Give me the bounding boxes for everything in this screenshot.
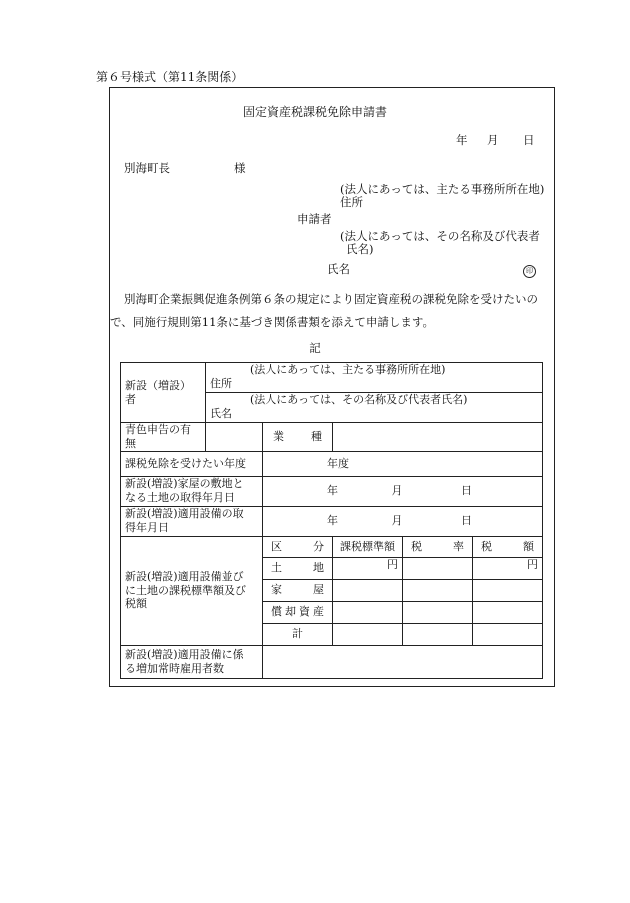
- table-row: [121, 645, 543, 678]
- house-rate-value[interactable]: [403, 579, 473, 601]
- new-establisher-label-line-1: 新設（増設）: [125, 378, 191, 392]
- land-acquisition-date[interactable]: 年 月 日: [263, 476, 543, 506]
- land-acquisition-label: 新設(増設)家屋の敷地と なる土地の取得年月日: [121, 476, 263, 506]
- new-establisher-label: [121, 363, 206, 423]
- body-text-line-2: で、同施行規則第11条に基づき関係書類を添えて申請します。: [110, 315, 434, 329]
- date-month: 月: [487, 133, 499, 147]
- employees-value[interactable]: [263, 645, 543, 678]
- applicant-address-label: 住所: [340, 195, 363, 209]
- establisher-address-note: (法人にあっては、主たる事務所所在地): [250, 363, 446, 376]
- blue-return-value[interactable]: [206, 423, 263, 452]
- employees-label: 新設(増設)適用設備に係 る増加常時雇用者数: [121, 645, 263, 678]
- depreciable-rate-value[interactable]: [403, 601, 473, 623]
- table-row: [121, 423, 543, 452]
- total-rate-value[interactable]: [403, 623, 473, 645]
- total-standard-value[interactable]: [333, 623, 403, 645]
- table-row: [121, 536, 543, 557]
- form-title: 固定資産税課税免除申請書: [242, 105, 387, 119]
- equipment-acquisition-label: 新設(増設)適用設備の取 得年月日: [121, 506, 263, 536]
- exemption-year-unit: 年度: [327, 456, 349, 470]
- land-rate-value[interactable]: [403, 557, 473, 579]
- table-row: [121, 476, 543, 506]
- row-label-land: 土 地: [263, 557, 333, 579]
- total-tax-value[interactable]: [473, 623, 543, 645]
- row-label-depreciable: 償却資産: [263, 601, 333, 623]
- establisher-name-note: (法人にあっては、その名称及び代表者氏名): [250, 393, 468, 406]
- establisher-address-label: 住所: [210, 376, 232, 390]
- establisher-name-label: 氏名: [210, 406, 232, 420]
- applicant-address-note: (法人にあっては、主たる事務所所在地): [340, 182, 545, 196]
- addressee-honorific: 様: [234, 161, 246, 175]
- applicant-name-label: 氏名: [327, 262, 350, 276]
- blue-return-label: 青色申告の有無: [121, 423, 206, 452]
- tax-base-label: 新設(増設)適用設備並び に土地の課税標準額及び 税額: [121, 536, 263, 645]
- table-row: [121, 363, 543, 393]
- body-text-line-1: 別海町企業振興促進条例第６条の規定により固定資産税の課税免除を受けたいの: [124, 292, 538, 306]
- application-table: [120, 362, 543, 679]
- land-tax-value[interactable]: 円: [473, 557, 543, 579]
- equipment-acquisition-date[interactable]: 年 月 日: [263, 506, 543, 536]
- date-year: 年: [456, 133, 468, 147]
- seal-icon: 印: [523, 265, 536, 278]
- land-standard-value[interactable]: 円: [333, 557, 403, 579]
- row-label-house: 家 屋: [263, 579, 333, 601]
- ki-heading: 記: [309, 341, 321, 355]
- establisher-address-cell[interactable]: [206, 363, 543, 393]
- depreciable-standard-value[interactable]: [333, 601, 403, 623]
- form-number: 第６号様式（第11条関係）: [96, 70, 244, 84]
- business-type-value[interactable]: [333, 423, 543, 452]
- exemption-year-label: 課税免除を受けたい年度: [121, 451, 263, 476]
- house-tax-value[interactable]: [473, 579, 543, 601]
- depreciable-tax-value[interactable]: [473, 601, 543, 623]
- exemption-year-value[interactable]: [263, 451, 543, 476]
- business-type-label: 業 種: [263, 423, 333, 452]
- col-header-tax: 税 額: [473, 536, 543, 557]
- applicant-name-note-2: 氏名): [346, 242, 374, 256]
- table-row: [121, 506, 543, 536]
- establisher-name-cell[interactable]: [206, 393, 543, 423]
- date-day: 日: [523, 133, 535, 147]
- row-label-total: 計: [263, 623, 333, 645]
- col-header-kubun: 区 分: [263, 536, 333, 557]
- addressee-name: 別海町長: [124, 161, 170, 175]
- col-header-standard: 課税標準額: [333, 536, 403, 557]
- applicant-label: 申請者: [297, 212, 332, 226]
- new-establisher-label-line-2: 者: [125, 392, 136, 406]
- table-row: [121, 451, 543, 476]
- seal-mark: [523, 262, 536, 278]
- applicant-name-note-1: (法人にあっては、その名称及び代表者: [340, 229, 540, 243]
- house-standard-value[interactable]: [333, 579, 403, 601]
- col-header-rate: 税 率: [403, 536, 473, 557]
